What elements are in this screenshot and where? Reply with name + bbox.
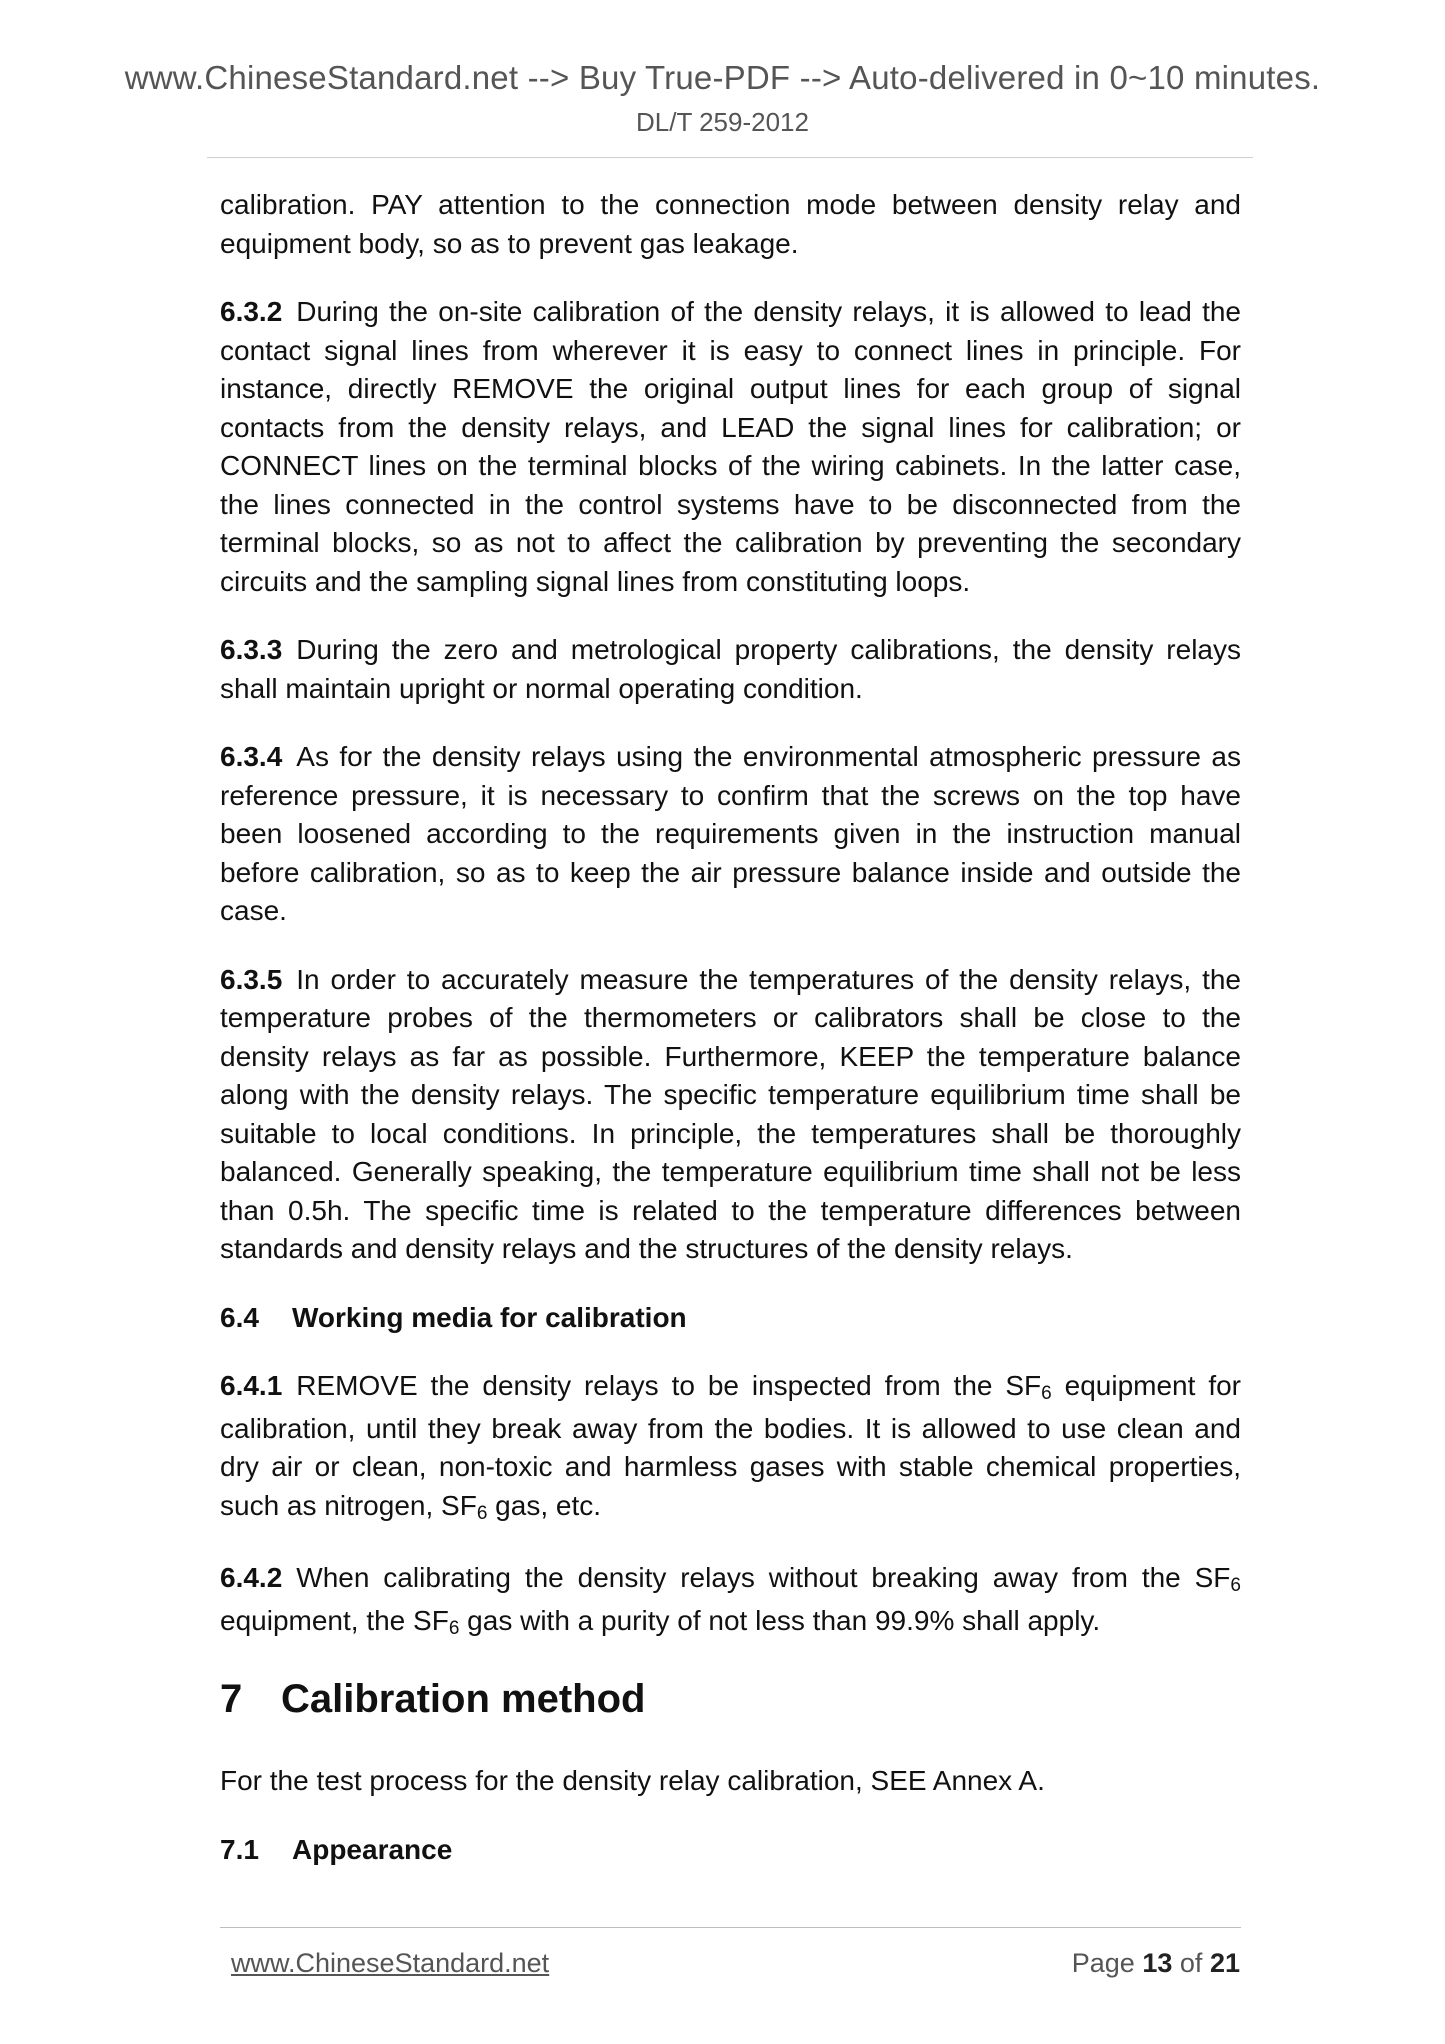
section-heading-7-1 <box>220 1831 1241 1870</box>
clause-number: 6.3.5 <box>220 963 283 995</box>
section-number: 6.4 <box>220 1301 259 1333</box>
clause-text: During the zero and metrological property calibrations, the density relays shall maintain upright or normal operating condition. <box>220 634 1241 704</box>
clause-number: 6.3.2 <box>220 296 283 327</box>
clause-text: During the on-site calibration of the density relays, it is allowed to lead the contact signal lines from wherever it is easy to connect lines in principle. For instance, directly REMOVE the original output lines for each group of signal contacts from the density relays, and LEAD the signal lines for calibration; or CONNECT lines on the terminal blocks of the wiring cabinets. In the latter case, the lines connected in the control systems have to be disconnected from the terminal blocks, so as not to affect the calibration by preventing the secondary circuits and the sampling signal lines from constituting loops. <box>220 296 1241 597</box>
chapter-number: 7 <box>220 1677 243 1721</box>
chapter-title: Calibration method <box>281 1677 646 1721</box>
clause-number: 6.4.1 <box>220 1370 283 1401</box>
header-divider <box>207 157 1253 158</box>
clause-6-3-4 <box>220 738 1241 931</box>
clause-text: REMOVE the density relays to be inspected from the SF <box>296 1370 1042 1401</box>
clause-6-4-1 <box>220 1367 1241 1529</box>
clause-6-4-2 <box>220 1559 1241 1644</box>
clause-number: 6.3.3 <box>220 634 283 665</box>
footer-divider <box>220 1927 1241 1928</box>
clause-text: As for the density relays using the environmental atmospheric pressure as reference pressure, it is necessary to confirm that the screws on the top have been loosened according to the requirements given in the instruction manual before calibration, so as to keep the air pressure balance inside and outside the case. <box>220 741 1241 926</box>
clause-text: equipment, the SF <box>220 1604 449 1636</box>
subscript: 6 <box>448 1617 460 1639</box>
section-number: 7.1 <box>220 1833 259 1865</box>
page-indicator <box>1072 1946 1240 1980</box>
page-number: 13 <box>1142 1948 1173 1978</box>
subscript: 6 <box>476 1502 488 1524</box>
clause-text: In order to accurately measure the temperatures of the density relays, the temperature probes of the thermometers or calibrators shall be close to the density relays as far as possible. Furthermore, KEEP the temperature balance along with the density relays. The specific temperature equilibrium time shall be suitable to local conditions. In principle, the temperatures shall be thoroughly balanced. Generally speaking, the temperature equilibrium time shall not be less than 0.5h. The specific time is related to the temperature differences between standards and density relays and the structures of the density relays. <box>220 963 1241 1264</box>
page-label: Page <box>1071 1948 1135 1978</box>
clause-text: gas, etc. <box>487 1489 602 1521</box>
section-heading-6-4 <box>220 1299 1241 1338</box>
document-id: DL/T 259-2012 <box>636 107 809 137</box>
chapter-7-intro: For the test process for the density relay calibration, SEE Annex A. <box>220 1765 1045 1796</box>
clause-6-3-2 <box>220 293 1241 601</box>
intro-paragraph: calibration. PAY attention to the connection mode between density relay and equipment body, so as to prevent gas leakage. <box>220 189 1241 259</box>
clause-text: When calibrating the density relays without breaking away from the SF <box>296 1562 1231 1593</box>
subscript: 6 <box>1041 1383 1052 1404</box>
of-label: of <box>1179 1948 1203 1978</box>
clause-number: 6.3.4 <box>220 741 283 772</box>
subscript: 6 <box>1230 1575 1241 1596</box>
clause-6-3-5 <box>220 961 1241 1269</box>
page-content <box>220 186 1241 1899</box>
site-banner: www.ChineseStandard.net --> Buy True-PDF --> Auto-delivered in 0~10 minutes. <box>124 59 1321 96</box>
clause-text: gas with a purity of not less than 99.9% shall apply. <box>459 1604 1101 1636</box>
clause-6-3-3 <box>220 631 1241 708</box>
section-title: Appearance <box>292 1833 453 1865</box>
chapter-heading-7 <box>220 1674 1241 1724</box>
footer-site-link[interactable]: www.ChineseStandard.net <box>231 1948 550 1978</box>
page-total: 21 <box>1209 1948 1240 1978</box>
clause-number: 6.4.2 <box>220 1562 283 1593</box>
clause-text: equipment for calibration, until they break away from the bodies. It is allowed to use clean and dry air or clean, non-toxic and harmless gases with stable chemical properties, such as nitrogen, SF <box>220 1370 1241 1521</box>
section-title: Working media for calibration <box>292 1301 687 1333</box>
